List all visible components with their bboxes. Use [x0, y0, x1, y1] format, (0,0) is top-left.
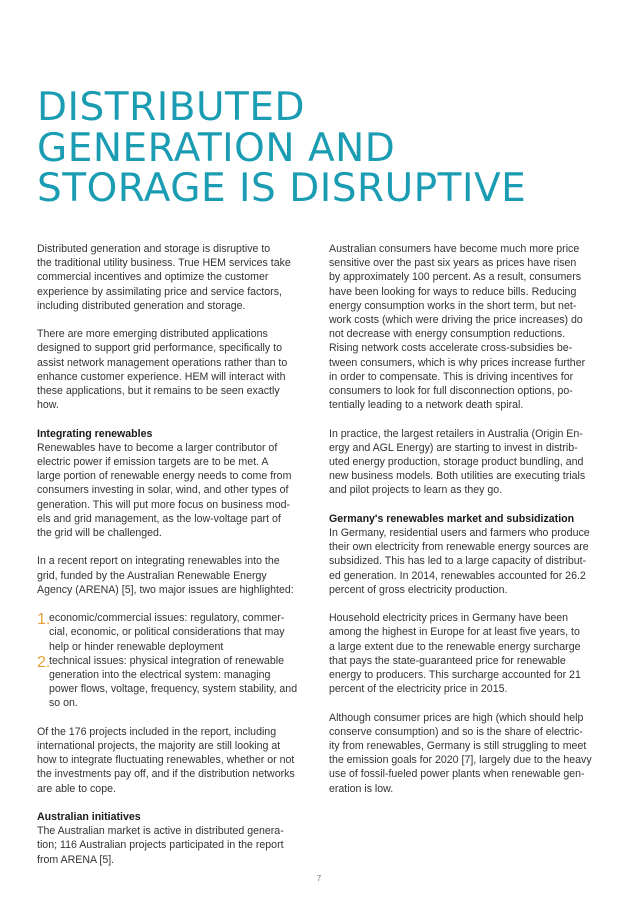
page-number: 7	[316, 874, 322, 883]
emerging-paragraph: There are more emerging distributed applications designed to support grid performance, specifically to assist network management operations rather than to enhance customer experience. HEM will interact with these applications, but it remains to be seen exactly how.	[37, 328, 288, 412]
title-line-2: GENERATION AND	[37, 125, 396, 171]
australian-heading: Australian initiatives	[37, 811, 141, 824]
germany-heading: Germany's renewables market and subsidization	[329, 512, 575, 525]
integrating-heading: Integrating renewables	[37, 427, 153, 440]
title-line-1: DISTRIBUTED	[37, 85, 306, 130]
list-number: 1.	[37, 611, 51, 629]
list-number: 2.	[37, 653, 51, 671]
title-line-3: STORAGE IS DISRUPTIVE	[37, 166, 527, 211]
list-item: 2. technical issues: physical integration of renewable generation into the electrical system: managing power flows, voltage, frequency, system stability, and so on.	[37, 653, 298, 710]
integrating-section: Integrating renewables Renewables have to become a larger contributor of electric power if emission targets are to be met. A large portion of renewable energy needs to come from consumers investing in solar, wind, and other types of generation. This will put more focus on business mod- els and grid management, as the low-voltage part of the grid will be challenged.	[37, 427, 309, 541]
report-paragraph: In a recent report on integrating renewables into the grid, funded by the Australian Renewable Energy Agency (ARENA) [5], two major issues are highlighted:	[37, 555, 294, 596]
right-column	[329, 242, 601, 810]
retailers-paragraph: In practice, the largest retailers in Australia (Origin En- ergy and AGL Energy) are starting to invest in distrib- uted energy production, storage product bundling, and new business models. Both utilities are executing trials and pilot projects to learn as they go.	[329, 427, 586, 497]
issues-list	[37, 611, 309, 710]
household-paragraph: Household electricity prices in Germany have been among the highest in Europe for at least five years, to a large extent due to the renewable energy surcharge that pays the state-guaranteed price for renewable energy to producers. This surcharge accounted for 21 percent of the electricity price in 2015.	[329, 612, 581, 696]
page-title	[37, 85, 527, 211]
consumers-paragraph: Australian consumers have become much more price sensitive over the past six years as prices have risen by approximately 100 percent. As a result, consumers have been looking for ways to reduce bills. Reducing energy consumption works in the short term, but net- work costs (which were driving the price increases) do not decrease with energy consumption reductions. Rising network costs accelerate cross-subsidies be- tween consumers, which is why prices increase further in order to compensate. This is driving incentives for consumers to look for full disconnection options, po- tentially leading to a network death spiral.	[329, 243, 586, 412]
left-column	[37, 242, 309, 881]
projects-paragraph: Of the 176 projects included in the report, including international projects, the majority are still looking at how to integrate fluctuating renewables, whether or not the investments pay off, and if the distribution networks are able to cope.	[37, 725, 295, 795]
list-item: 1. economic/commercial issues: regulatory, commer- cial, economic, or political considerations that may help or hinder renewable deployment	[37, 611, 285, 653]
intro-paragraph: Distributed generation and storage is disruptive to the traditional utility business. True HEM services take commercial incentives and optimize the customer experience by assimilating price and service factors, including distributed generation and storage.	[37, 243, 291, 312]
although-paragraph: Although consumer prices are high (which should help conserve consumption) and so is the share of electric- ity from renewables, Germany is still struggling to meet the emission goals for 2020 [7], largely due to the heavy use of fossil-fueled power plants when renewable gen- eration is low.	[329, 711, 592, 795]
australian-section: Australian initiatives The Australian market is active in distributed genera- tion; 116 Australian projects participated in the report from ARENA [5].	[37, 810, 309, 867]
germany-section: Germany's renewables market and subsidization In Germany, residential users and farmers who produce their own electricity from renewable energy sources are subsidized. This has led to a large capacity of distribut- ed generation. In 2014, renewables accounted for 26.2 percent of gross electricity production.	[329, 512, 601, 597]
